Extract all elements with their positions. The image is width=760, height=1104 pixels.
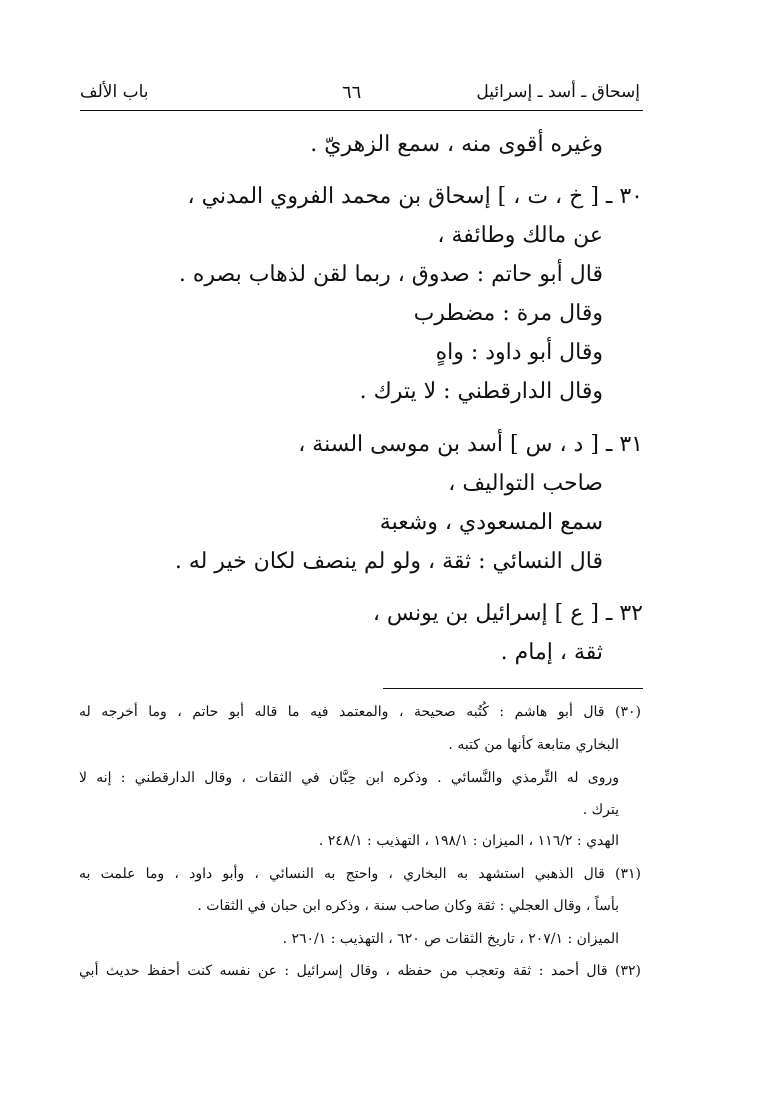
text-line: وغيره أقوى منه ، سمع الزهريّ . — [310, 132, 603, 157]
entry-heading-30: ٣٠ ـ [ خ ، ت ، ] إسحاق بن محمد الفروي المدني ، — [187, 184, 643, 209]
running-header — [80, 82, 640, 112]
text-line: وقال الدارقطني : لا يترك . — [359, 379, 603, 404]
section-title: إسحاق ـ أسد ـ إسرائيل — [476, 82, 640, 102]
footnote-31-references: الميزان : ٢٠٧/١ ، تاريخ الثقات ص ٦٢٠ ، التهذيب : ٢٦٠/١ . — [282, 931, 619, 947]
text-line: وقال مرة : مضطرب — [413, 301, 603, 326]
page-number: ٦٦ — [342, 82, 362, 103]
footnote-31-line: بأساً ، وقال العجلي : ثقة وكان صاحب سنة ، وذكره ابن حبان في الثقات . — [197, 898, 619, 914]
footnote-31-line: (٣١) قال الذهبي استشهد به البخاري ، واحتج به النسائي ، وأبو داود ، وما علمت به — [79, 866, 641, 882]
text-line: ثقة ، إمام . — [500, 640, 603, 665]
footnote-30-line: البخاري متابعة كأنها من كتبه . — [448, 737, 619, 753]
text-line: قال أبو حاتم : صدوق ، ربما لقن لذهاب بصره . — [178, 262, 603, 287]
entry-heading-31: ٣١ ـ [ د ، س ] أسد بن موسى السنة ، — [298, 432, 643, 457]
text-line: قال النسائي : ثقة ، ولو لم ينصف لكان خير له . — [174, 549, 603, 574]
header-rule — [80, 110, 643, 111]
footnote-rule — [383, 688, 643, 689]
text-line: صاحب التواليف ، — [448, 471, 603, 496]
footnote-30-line: وروى له التِّرمذي والنَّسائي . وذكره ابن حِبَّان في الثقات ، وقال الدارقطني : إنه لا — [79, 770, 619, 786]
footnote-30-references: الهدي : ١١٦/٢ ، الميزان : ١٩٨/١ ، التهذيب : ٢٤٨/١ . — [318, 833, 619, 849]
footnote-32-line: (٣٢) قال أحمد : ثقة وتعجب من حفظه ، وقال إسرائيل : عن نفسه كنت أحفظ حديث أبي — [79, 963, 641, 979]
chapter-title: باب الألف — [80, 82, 149, 102]
entry-heading-32: ٣٢ ـ [ ع ] إسرائيل بن يونس ، — [372, 601, 643, 626]
footnote-30-line: يترك . — [582, 802, 619, 818]
text-line: عن مالك وطائفة ، — [437, 223, 603, 248]
text-line: سمع المسعودي ، وشعبة — [379, 510, 603, 535]
footnote-30-line: (٣٠) قال أبو هاشم : كُتُبه صحيحة ، والمعتمد فيه ما قاله أبو حاتم ، وما أخرجه له — [79, 704, 641, 720]
text-line: وقال أبو داود : واهٍ — [435, 340, 603, 365]
